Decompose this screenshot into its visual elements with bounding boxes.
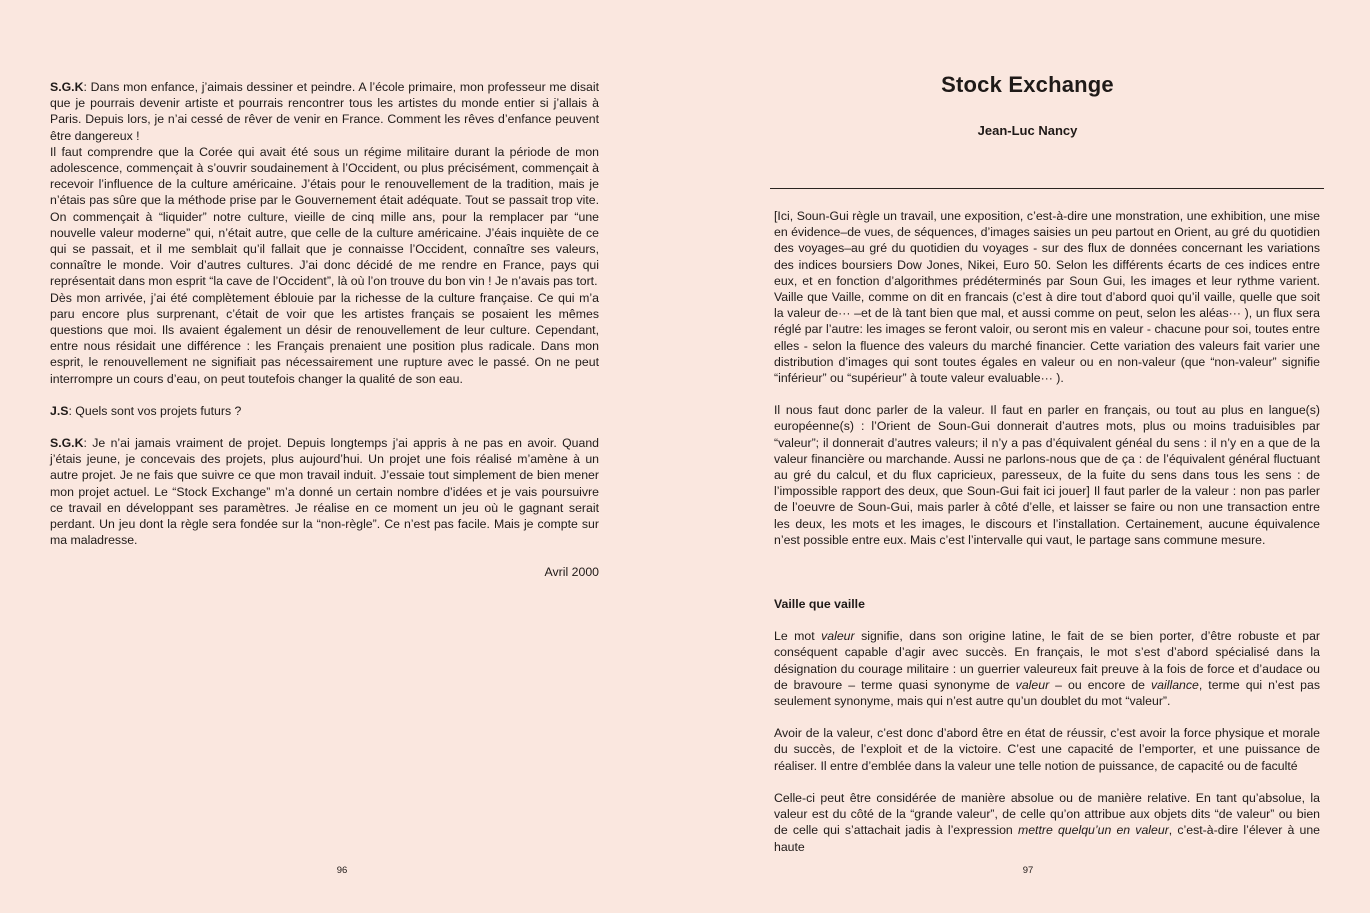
- paragraph: Dès mon arrivée, j’ai été complètement éblouie par la richesse de la culture française. Ce qui m’a paru encore plus surprenant, c’était de voir que les artistes français se posaient les mêmes questions que moi. Ils avaient également un désir de renouvellement de leur culture. Cependant, entre nous résidait une différence : les Français prenaient une position plus radicale. Dans mon esprit, le renouvellement ne signifiait pas nécessairement une rupture avec le passé. On ne peut interrompre un cours d’eau, on peut toutefois changer la qualité de son eau.: [50, 290, 599, 386]
- interview-text: [50, 79, 599, 581]
- article-author: Jean-Luc Nancy: [977, 123, 1078, 138]
- paragraph: J.S: Quels sont vos projets futurs ?: [50, 403, 242, 418]
- paragraph: Celle-ci peut être considérée de manière absolue ou de manière relative. En tant qu’absolue, la valeur est du côté de la “grande valeur”, de celle qu’on attribue aux objets dits “de valeur” ou bien de celle qui s’attachait jadis à l’expression mettre quelqu’un en valeur, c’est-à-dire l’élever à une haute: [774, 790, 1320, 854]
- paragraph: Le mot valeur signifie, dans son origine latine, le fait de se bien porter, d’être robuste et par conséquent capable d’agir avec succès. En français, le mot s’est d’abord spécialisé dans la désignation du courage militaire : un guerrier valeureux fait preuve à la fois de force et d’audace ou de bravoure – terme quasi synonyme de valeur – ou encore de vaillance, terme qui n’est pas seulement synonyme, mais qui n’est autre qu’un doublet du mot “valeur”.: [774, 629, 1321, 709]
- page-number: 97: [1022, 865, 1034, 876]
- speaker-label: S.G.K: [50, 436, 84, 451]
- speaker-label: S.G.K: [50, 80, 84, 94]
- page-number: 96: [336, 865, 348, 876]
- speaker-label: J.S: [50, 403, 69, 418]
- essay-text: [774, 208, 1320, 855]
- section-heading: Vaille que vaille: [774, 597, 865, 612]
- paragraph: [Ici, Soun-Gui règle un travail, une exposition, c’est-à-dire une monstration, une exhibition, une mise en évidence–de vues, de séquences, d’images saisies un peu partout en Orient, au gré du quotidien des voyages–au gré du quotidien du voyages - sur des flux de données concernant les variations des indices boursiers Dow Jones, Nikei, Euro 50. Selon les différents écarts de ces indices entre eux, et en fonction d’algorithmes prédéterminés par Soun Gui, les images et leur rythme varient. Vaille que Vaille, comme on dit en francais (c’est à dire tout d’abord quoi qu’il vaille, quelle que soit la valeur de··· –et de là tant bien que mal, et aussi comme on peut, selon les aléas··· ), un flux sera réglé par l’autre: les images se feront valoir, ou seront mis en valeur - chacune pour soi, toutes entre elles - selon la fluence des valeurs du marché financier. Cette variation des valeurs fait varier une distribution d’images qui sont toutes égales en valeur ou en non-valeur (que “non-valeur” signifie “inférieur” ou “supérieur” à toute valeur evaluable··· ).: [774, 209, 1320, 386]
- date: Avril 2000: [544, 565, 599, 580]
- article-title: Stock Exchange: [941, 72, 1114, 97]
- paragraph: Il faut comprendre que la Corée qui avait été sous un régime militaire durant la période de mon adolescence, commençait à s’ouvrir soudainement à l’Occident, ou plus précisément, commençait à recevoir l’influence de la culture américaine. J’étais pour le renouvellement de la tradition, mais je n’étais pas sûre que la méthode prise par le Gouvernement était adéquate. Tout se passait trop vite. On commençait à “liquider” notre culture, vieille de cinq mille ans, pour la remplacer par “une nouvelle valeur moderne” qui, n’était autre, que celle de la culture américaine. J’éais inquiète de ce qui se passait, et il me semblait qu’il fallait que je connaisse l’Occident, connaître ses valeurs, connaître le monde. Voir d’autres cultures. J’ai donc décidé de me rendre en France, pays qui représentait dans mon esprit “la cave de l’Occident”, là où l’on trouve du bon vin ! Je n’avais pas tort.: [50, 144, 599, 289]
- paragraph: Il nous faut donc parler de la valeur. Il faut en parler en français, ou tout au plus en langue(s) européenne(s) : l’Orient de Soun-Gui donnerait d’autres mots, plus ou moins traduisibles par “valeur”; il donnerait d’autres valeurs; il n’y a pas d’équivalent généal du sens : il n’y en a que de la valeur financière ou marchande. Aussi ne parlons-nous que de ça : de l’équivalent général fluctuant au gré du calcul, et du flux capricieux, paresseux, de la fuite du sens dans tous les sens : de l’impossible rapport des deux, que Soun-Gui fait ici jouer] Il faut parler de la valeur : non pas parler de l’oeuvre de Soun-Gui, mais parler à côté d’elle, et laisser se faire ou non une transaction entre les deux, les mots et les images, le discours et l’installation. Certainement, aucune équivalence n’est possible entre eux. Mais c’est l’intervalle qui vaut, le partage sans commune mesure.: [774, 403, 1320, 547]
- paragraph: Avoir de la valeur, c’est donc d’abord être en état de réussir, c’est avoir la force physique et morale du succès, de l’exploit et de la victoire. C’est une capacité de l’emporter, et une puissance de réaliser. Il entre d’emblée dans la valeur une telle notion de puissance, de capacité ou de faculté: [774, 726, 1320, 773]
- divider: [770, 188, 1324, 189]
- paragraph: S.G.K: Dans mon enfance, j’aimais dessiner et peindre. A l’école primaire, mon professeur me disait que je pourrais devenir artiste et pourrais rencontrer tous les artistes du monde entier si j’allais à Paris. Depuis lors, je n’ai cessé de rêver de venir en France. Comment les rêves d’enfance peuvent être dangereux !: [50, 80, 599, 143]
- right-page: [685, 0, 1370, 913]
- paragraph: S.G.K: Je n’ai jamais vraiment de projet. Depuis longtemps j’ai appris à ne pas en avoir. Quand j’étais jeune, je concevais des projets, plus aujourd’hui. Un projet une fois réalisé m’amène à un autre projet. Je ne fais que suivre ce que mon travail induit. J’essaie tout simplement de bien mener mon projet actuel. Le “Stock Exchange” m’a donné un certain nombre d’idées et je vais poursuivre ce travail en développant ses paramètres. Je réalise en ce moment un jeu où le gagnant serait perdant. Un jeu dont la règle sera fondée sur la “non-règle”. Ce n’est pas facile. Mais je compte sur ma maladresse.: [50, 436, 599, 548]
